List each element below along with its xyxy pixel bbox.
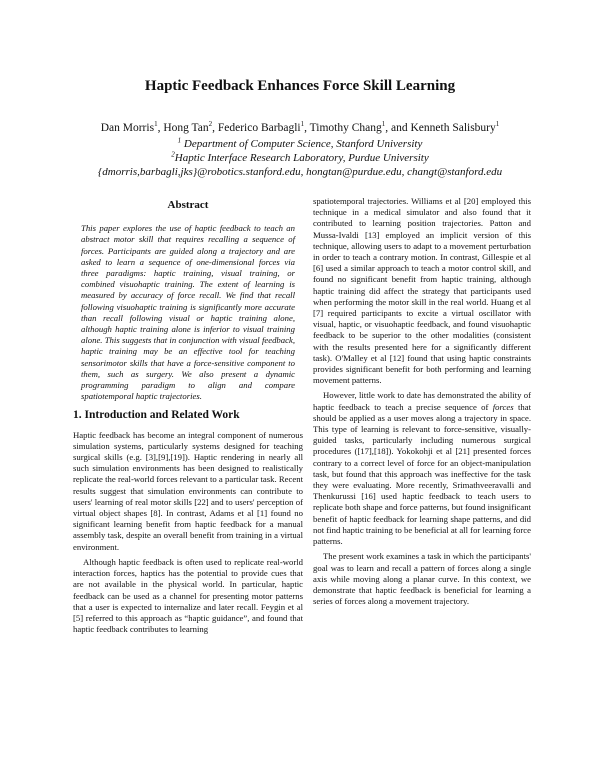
affiliation-stanford — [0, 138, 600, 150]
paper-title: Haptic Feedback Enhances Force Skill Learning — [144, 78, 456, 94]
author-affiliation-mark: 2 — [208, 120, 213, 129]
section-heading: 1. Introduction and Related Work — [73, 409, 240, 422]
body-paragraph: Although haptic feedback is often used to replicate real-world interaction forces, haptics has the potential to provide cues that are not available in the physical world. In particular, haptic feedback can be used as a channel for presenting motor patterns that a user is expected to internalize and later recall. Feygin et al [5] referred to this approach as “haptic guidance”, and found that haptic feedback contributes to learning — [73, 556, 303, 635]
author-list — [0, 122, 600, 134]
paragraph-text: However, little work to date has demonstrated the ability of haptic feedback to teach a precise sequence of — [313, 390, 531, 412]
author-name: Dan Morris — [100, 122, 155, 134]
author-separator: , — [385, 122, 389, 134]
abstract-heading: Abstract — [167, 199, 209, 211]
author-affiliation-mark: 1 — [300, 120, 305, 129]
author-affiliation-mark: 1 — [154, 120, 158, 129]
author-name: Timothy Chang — [309, 122, 382, 134]
affiliation-mark: 2 — [171, 150, 175, 159]
body-paragraph: spatiotemporal trajectories. Williams et al [20] employed this technique in a medical simulator and also found that it contributed to learning position trajectories. Patton and Mussa-Ivaldi [13] employed an implicit version of this technique, allowing users to adapt to a movement perturbation in order to teach a contrary motion. In contrast, Gillespie et al [6] used a similar approach to teach a motor control skill, and found no significant benefit from haptic training, although haptic training did affect the strategy that participants used when performing the motor skill in the real world. Huang et al [7] required participants to excite a virtual oscillator with visual, haptic, or visuohaptic feedback, and found visuohaptic feedback to be superior to the other modalities (consistent with the results presented here for a significantly different task). O'Malley et al [12] found that using haptic constraints provides significant benefit for both performing and learning movement patterns. — [313, 196, 531, 386]
affiliation-text: Haptic Interface Research Laboratory, Purdue University — [174, 152, 429, 164]
author-emails: {dmorris,barbagli,jks}@robotics.stanford.edu, hongtan@purdue.edu, changt@stanford.edu — [97, 166, 503, 178]
author-affiliation-mark: 1 — [381, 120, 386, 129]
author-name: Federico Barbagli — [217, 122, 301, 134]
right-column — [313, 196, 531, 607]
body-paragraph: Haptic feedback has become an integral component of numerous simulation systems, particularly systems designed for teaching surgical skills (e.g. [3],[9],[19]). Haptic rendering in nearly all such simulation environments has been designed to realistically replicate the real-world forces relevant to a particular task. Recent results suggest that simulation environments can contribute to users' learning of real motor skills [22] and to users' perception of virtual object shapes [8]. In contrast, Adams et al [1] found no significant learning benefit from haptic feedback for a manual assembly task, despite an overall benefit from training in a virtual environment. — [73, 429, 303, 552]
author-separator: , — [304, 122, 307, 134]
body-paragraph — [313, 390, 531, 547]
abstract-text: This paper explores the use of haptic feedback to teach an abstract motor skill that requires recalling a sequence of forces. Participants are guided along a trajectory and are asked to learn a sequence of one-dimensional forces via three paradigms: haptic training, visual training, or combined visuohaptic training. The extent of learning is measured by accuracy of force recall. We find that recall following visuohaptic training is significantly more accurate than recall following visual or haptic training alone, although haptic training alone is inferior to visual training alone. This suggests that in conjunction with visual feedback, haptic training may be an effective tool for teaching sensorimotor skills that have a force-sensitive component to them, such as surgery. We also present a dynamic programming paradigm to align and compare spatiotemporal haptic trajectories. — [81, 223, 295, 402]
affiliation-mark: 1 — [177, 136, 182, 145]
emphasis-text: forces — [492, 401, 514, 412]
affiliation-text: Department of Computer Science, Stanford University — [183, 138, 423, 150]
author-separator: , — [157, 122, 161, 134]
author-name: Hong Tan — [163, 122, 209, 134]
author-separator: , — [212, 122, 215, 134]
affiliation-purdue — [0, 152, 600, 164]
body-paragraph: The present work examines a task in which the participants' goal was to learn and recall a pattern of forces along a single axis while moving along a planar curve. In this context, we demonstrate that haptic feedback is beneficial for learning a series of forces along a movement trajectory. — [313, 551, 531, 607]
author-name: and Kenneth Salisbury — [391, 122, 496, 134]
left-column — [73, 196, 303, 635]
paragraph-text: that should be applied as a user moves along a trajectory in space. This type of learning is relevant to force-sensitive, visually-guided tasks, particularly including numerous surgical procedures ([17],[18]). Yokokohji et al [21] presented forces contrary to a correct level of force for an object-manipulation task, but found that this approach was ineffective for the task they were evaluating. More recently, Srimathveeravalli and Thenkurussi [16] used haptic feedback to teach users to replicate both shape and force patterns, but found insignificant benefit of haptic feedback for learning shape patterns, and did not find haptic training to be beneficial at all for learning force patterns. — [313, 401, 532, 547]
author-affiliation-mark: 1 — [495, 120, 500, 129]
